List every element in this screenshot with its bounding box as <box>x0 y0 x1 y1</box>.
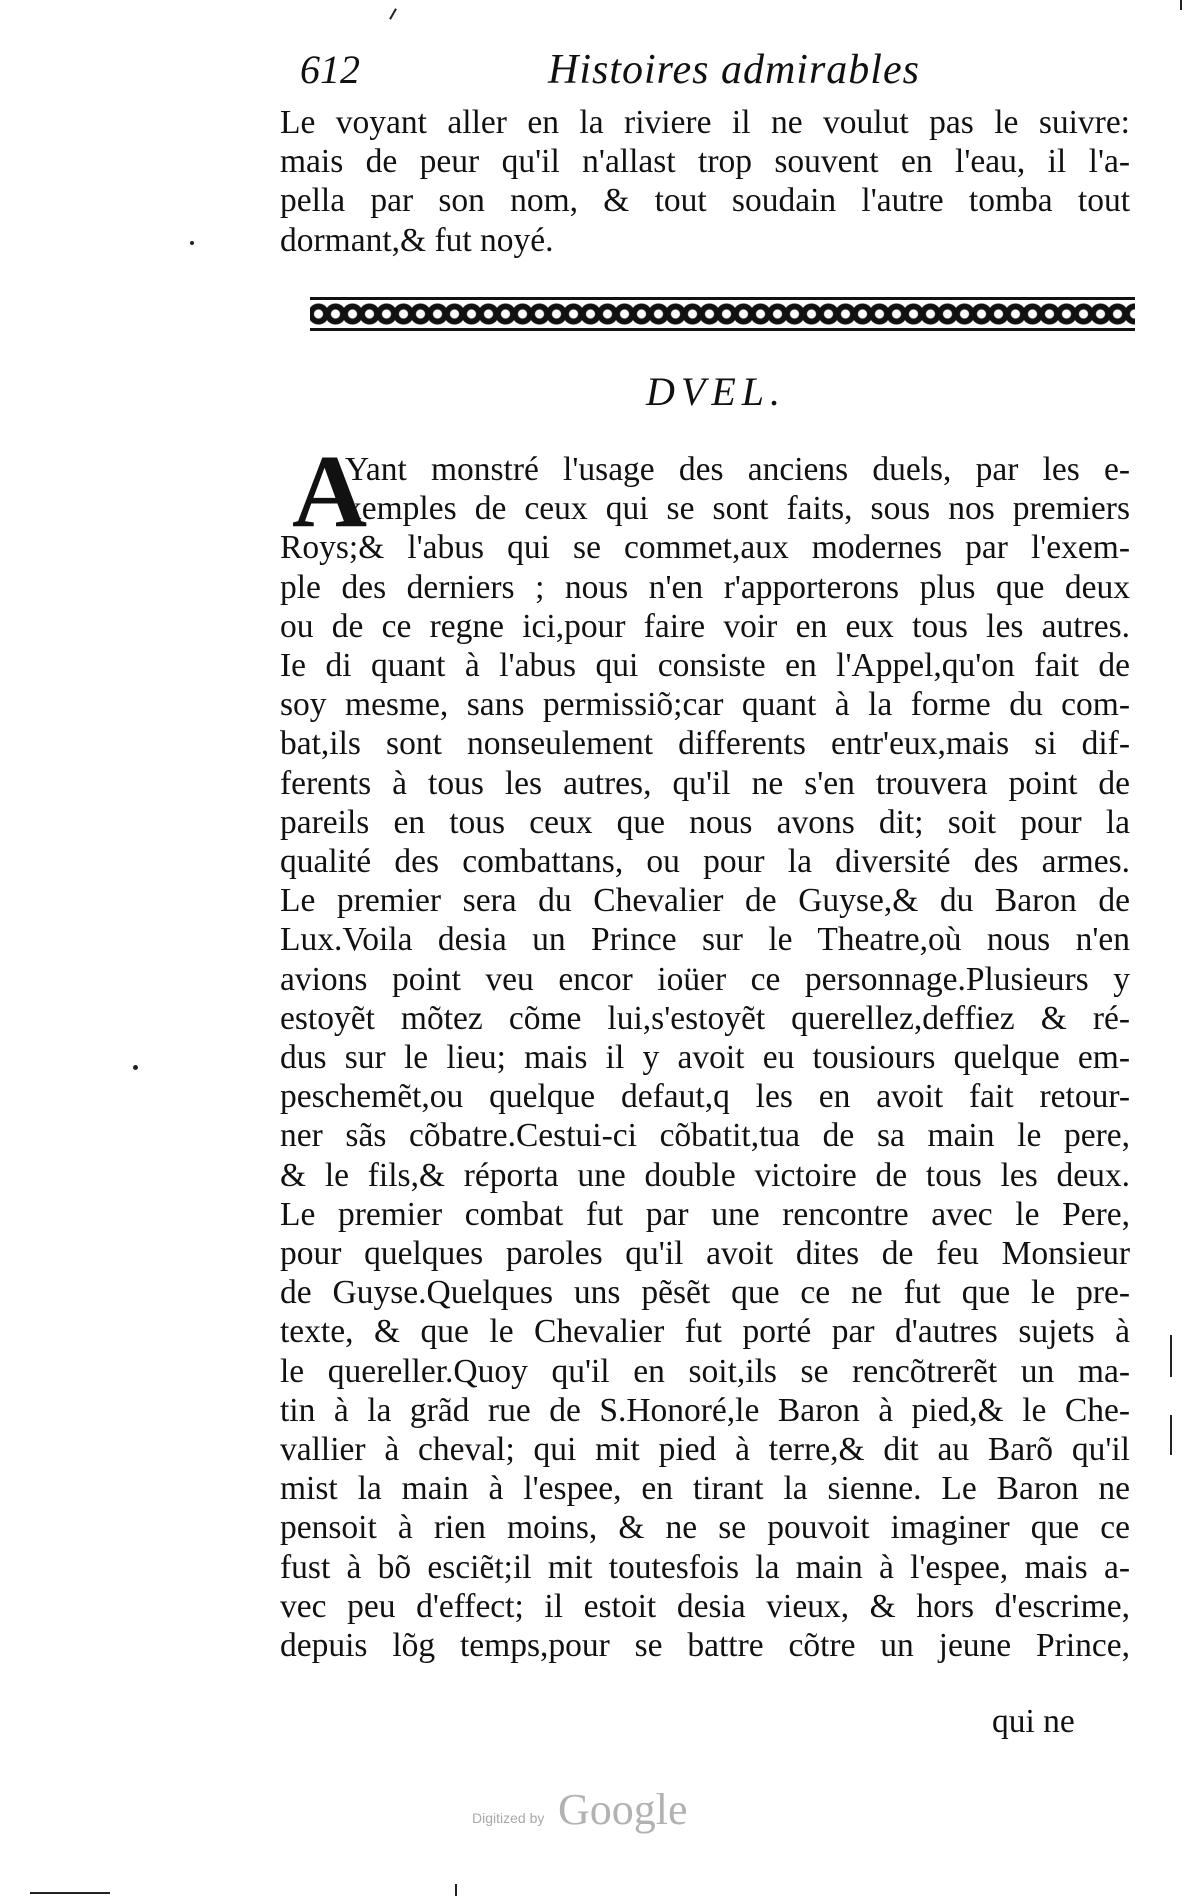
text-line: Lux.Voila desia un Prince sur le Theatre,où nous n'en <box>280 921 1130 959</box>
text-line: peschemẽt,ou quelque defaut,q les en avoit fait retour- <box>280 1078 1130 1116</box>
page-number: 612 <box>300 47 360 92</box>
text-line: Le premier sera du Chevalier de Guyse,& du Baron de <box>280 882 1130 920</box>
ink-speck <box>133 1065 138 1070</box>
text-line: Yant monstré l'usage des anciens duels, par les e- <box>345 451 1130 488</box>
catchword: qui ne <box>992 1703 1075 1740</box>
text-line: dus sur le lieu; mais il y avoit eu tousiours quelque em- <box>280 1039 1130 1077</box>
text-line: Le premier combat fut par une rencontre avec le Pere, <box>280 1195 1130 1233</box>
ink-speck <box>190 241 194 245</box>
drop-cap: A <box>292 434 368 549</box>
margin-line <box>1170 1415 1172 1455</box>
text-line: fust à bõ esciẽt;il mit toutesfois la main à l'espee, mais a- <box>280 1548 1130 1586</box>
watermark-digitized-by: Digitized by <box>472 1810 545 1826</box>
text-line: dormant,& fut noyé. <box>280 221 554 259</box>
section-heading: DVEL. <box>646 369 786 414</box>
text-line: ple des derniers ; nous n'en r'apporterons plus que deux <box>280 568 1130 606</box>
text-line: Ie di quant à l'abus qui consiste en l'Appel,qu'on fait de <box>280 647 1130 685</box>
text-line: pour quelques paroles qu'il avoit dites de feu Monsieur <box>280 1235 1130 1273</box>
intro-paragraph <box>280 103 1130 260</box>
text-line: le quereller.Quoy qu'il en soit,ils se rencõtrerẽt un ma- <box>280 1352 1130 1390</box>
watermark-brand: Google <box>558 1785 688 1834</box>
text-line: bat,ils sont nonseulement differents entr'eux,mais si dif- <box>280 725 1130 763</box>
margin-line <box>1170 1335 1172 1377</box>
text-line: mais de peur qu'il n'allast trop souvent en l'eau, il l'a- <box>280 143 1130 181</box>
text-line: tin à la grãd rue de S.Honoré,le Baron à pied,& le Che- <box>280 1391 1130 1429</box>
scan-edge-line <box>30 1892 110 1894</box>
text-line: soy mesme, sans permissiõ;car quant à la forme du com- <box>280 686 1130 724</box>
text-line: Le voyant aller en la riviere il ne voulut pas le suivre: <box>280 104 1130 141</box>
text-line: avions point veu encor ioüer ce personnage.Plusieurs y <box>280 960 1130 998</box>
text-line: pensoit à rien moins, & ne se pouvoit imaginer que ce <box>280 1509 1130 1547</box>
text-line: ferents à tous les autres, qu'il ne s'en trouvera point de <box>280 764 1130 802</box>
ink-mark <box>1180 0 1182 10</box>
text-line: de Guyse.Quelques uns pẽsẽt que ce ne fut que le pre- <box>280 1274 1130 1312</box>
text-line: & le fils,& réporta une double victoire de tous les deux. <box>280 1156 1130 1194</box>
text-line: Roys;& l'abus qui se commet,aux modernes par l'exem- <box>280 529 1130 567</box>
text-line: qualité des combattans, ou pour la diversité des armes. <box>280 843 1130 881</box>
text-line: mist la main à l'espee, en tirant la sienne. Le Baron ne <box>280 1470 1130 1508</box>
text-line: texte, & que le Chevalier fut porté par d'autres sujets à <box>280 1313 1130 1351</box>
text-line: estoyẽt mõtez cõme lui,s'estoyẽt querellez,deffiez & ré- <box>280 999 1130 1037</box>
text-line: vallier à cheval; qui mit pied à terre,& dit au Barõ qu'il <box>280 1431 1130 1469</box>
text-line: ner sãs cõbatre.Cestui-ci cõbatit,tua de sa main le pere, <box>280 1117 1130 1155</box>
page-header <box>300 42 1160 98</box>
decorative-ornament-band <box>310 297 1135 331</box>
running-title: Histoires admirables <box>548 47 920 93</box>
text-line: xemples de ceux qui se sont faits, sous nos premiers <box>345 490 1130 528</box>
text-line: ou de ce regne ici,pour faire voir en eux tous les autres. <box>280 607 1130 645</box>
text-line: vec peu d'effect; il estoit desia vieux, & hors d'escrime, <box>280 1587 1130 1625</box>
body-text <box>280 450 1130 1665</box>
ink-mark <box>389 8 397 19</box>
text-line: pella par son nom, & tout soudain l'autre tomba tout <box>280 182 1130 220</box>
scan-edge-line <box>455 1884 457 1896</box>
text-line: pareils en tous ceux que nous avons dit; soit pour la <box>280 803 1130 841</box>
text-line: depuis lõg temps,pour se battre cõtre un jeune Prince, <box>280 1627 1130 1665</box>
digitization-watermark <box>472 1782 772 1842</box>
